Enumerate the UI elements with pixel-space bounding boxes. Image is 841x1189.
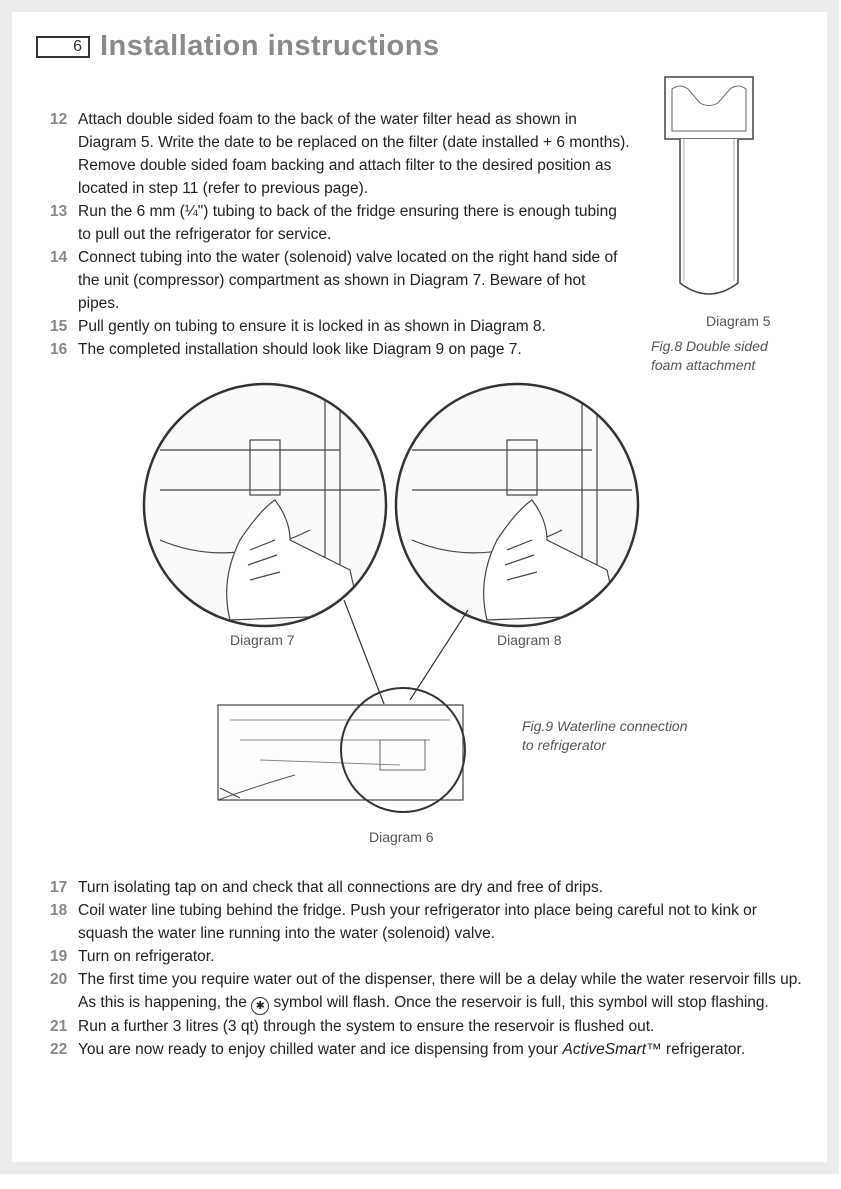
step-text: Run the 6 mm (¼") tubing to back of the fridge ensuring there is enough tubing to pull out the refrigerator for service. — [78, 203, 617, 243]
page-title: Installation instructions — [100, 30, 440, 62]
diagram-6-refrigerator-base-illustration — [200, 600, 520, 820]
step-text: Turn on refrigerator. — [78, 948, 215, 965]
diagram-6-label: Diagram 6 — [369, 829, 434, 845]
step-number: 15 — [50, 318, 68, 335]
step-item — [50, 968, 810, 1015]
fig-caption-line: to refrigerator — [522, 737, 607, 753]
water-filter-illustration — [650, 75, 770, 307]
diagram-6-fig-caption — [522, 717, 688, 755]
step-item — [50, 108, 630, 200]
step-item — [50, 200, 630, 246]
step-item — [50, 945, 810, 968]
step-number: 14 — [50, 249, 68, 266]
step-text: Pull gently on tubing to ensure it is locked in as shown in Diagram 8. — [78, 318, 546, 335]
step-text-after: refrigerator. — [665, 1041, 746, 1058]
step-number: 18 — [50, 902, 68, 919]
steps-list-bottom — [50, 876, 810, 1061]
step-number: 12 — [50, 111, 68, 128]
step-text: Run a further 3 litres (3 qt) through the system to ensure the reservoir is flushed out. — [78, 1018, 655, 1035]
steps-list-top — [50, 108, 630, 361]
step-number: 17 — [50, 879, 68, 896]
step-text-before: You are now ready to enjoy chilled water and ice dispensing from your — [78, 1041, 559, 1058]
diagram-7-label: Diagram 7 — [230, 632, 295, 648]
step-number: 21 — [50, 1018, 68, 1035]
step-text: Coil water line tubing behind the fridge. Push your refrigerator into place being careful not to kink or squash the water line running into the water (solenoid) valve. — [78, 902, 757, 942]
water-filter-symbol-icon: ✱ — [251, 997, 269, 1015]
step-item — [50, 876, 810, 899]
diagram-5-fig-caption — [651, 337, 768, 375]
step-text: Connect tubing into the water (solenoid) valve located on the right hand side of the unit (compressor) compartment as shown in Diagram 7. Beware of hot pipes. — [78, 249, 618, 312]
fig-caption-line: Fig.8 Double sided — [651, 338, 768, 354]
step-number: 16 — [50, 341, 68, 358]
page-number: 6 — [36, 36, 90, 58]
step-item — [50, 899, 810, 945]
page-header — [36, 30, 440, 63]
step-text: Attach double sided foam to the back of the water filter head as shown in Diagram 5. Write the date to be replaced on the filter (date installed + 6 months). Remove double sided foam backing and attach filter to the desired position as located in step 11 (refer to previous page). — [78, 111, 630, 197]
fig-caption-line: Fig.9 Waterline connection — [522, 718, 688, 734]
step-number: 20 — [50, 971, 68, 988]
diagram-5-label: Diagram 5 — [706, 313, 771, 329]
step-text: The completed installation should look like Diagram 9 on page 7. — [78, 341, 522, 358]
step-number: 22 — [50, 1041, 68, 1058]
step-item — [50, 315, 630, 338]
step-number: 13 — [50, 203, 68, 220]
step-text-after: symbol will flash. Once the reservoir is full, this symbol will stop flashing. — [273, 994, 769, 1011]
step-item — [50, 338, 630, 361]
brand-name: ActiveSmart™ — [562, 1041, 662, 1058]
fig-caption-line: foam attachment — [651, 357, 756, 373]
step-text: Turn isolating tap on and check that all connections are dry and free of drips. — [78, 879, 604, 896]
step-number: 19 — [50, 948, 68, 965]
diagram-8-label: Diagram 8 — [497, 632, 562, 648]
step-item — [50, 246, 630, 315]
step-item — [50, 1015, 810, 1038]
step-text-before: The first time you require water out of the dispenser, there will be a delay while the water reservoir fills up. As this is happening, the — [78, 971, 802, 1011]
step-item — [50, 1038, 810, 1061]
